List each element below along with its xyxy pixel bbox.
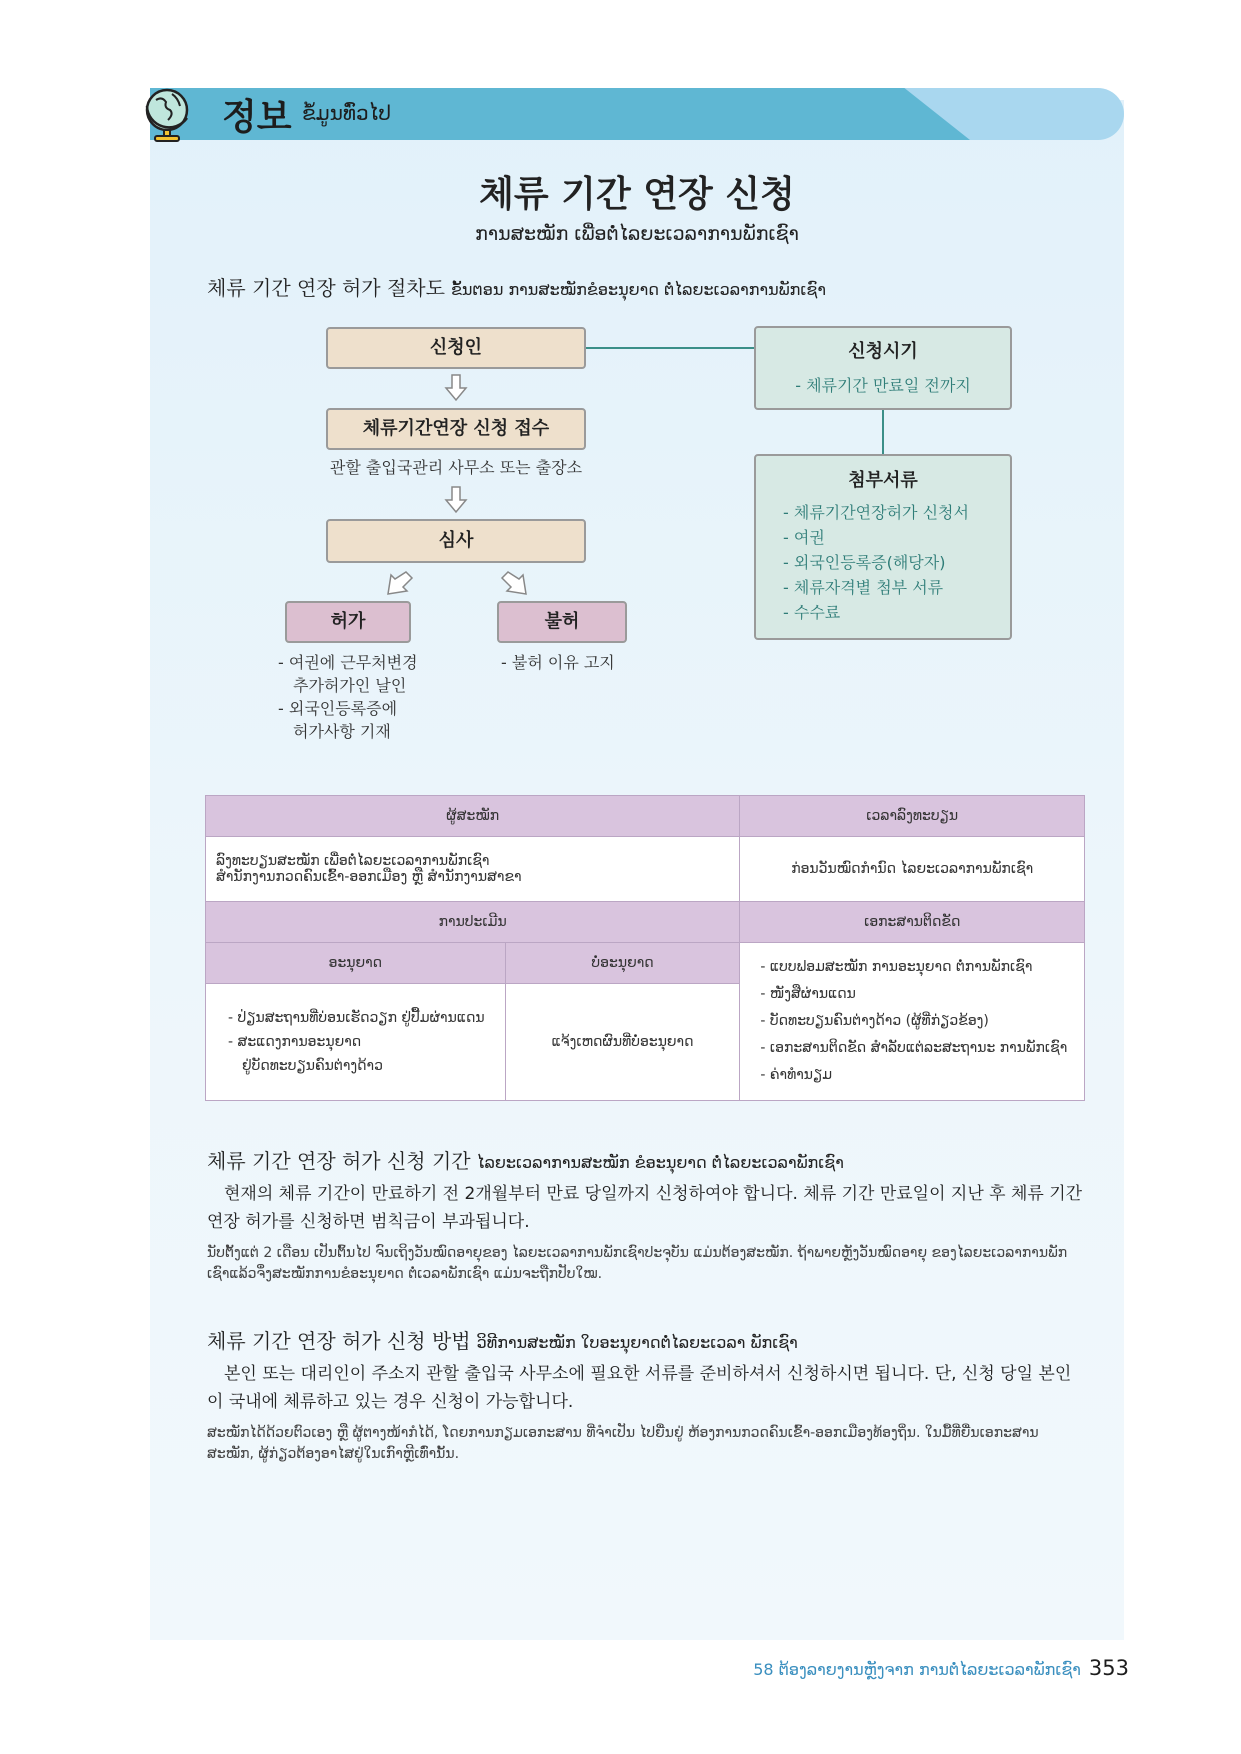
approve-item: ຢູ່ບັດທະບຽນຄົນຕ່າງດ້າວ: [242, 1058, 383, 1074]
permit-note: 추가허가인 날인: [293, 676, 407, 695]
permit-note: 허가사항 기재: [293, 722, 391, 741]
table-header-documents: ເອກະສານຕິດຂັດ: [740, 902, 1085, 943]
arrow-down-icon: [444, 486, 468, 514]
table-header-approve: ອະນຸຍາດ: [206, 943, 506, 984]
procedure-heading-lao: ຂັ້ນຕອນ ການສະໝັກຂໍອະນຸຍາດ ຕໍ່ໄລຍະເວລາການພັກເຊົາ: [450, 280, 826, 299]
table-cell-timing: ກ່ອນວັນໝົດກຳນົດ ໄລຍະເວລາການພັກເຊົາ: [740, 837, 1085, 902]
procedure-heading: [207, 272, 826, 301]
applicant-box: 신청인: [326, 327, 586, 369]
docs-item: - 체류자격별 첨부 서류: [783, 578, 944, 597]
deny-note: - 불허 이유 고지: [501, 653, 615, 672]
docs-item: - 외국인등록증(해당자): [783, 553, 946, 572]
method-heading-ko: 체류 기간 연장 허가 신청 방법: [207, 1329, 471, 1353]
permit-notes: [278, 651, 418, 743]
page-title: 체류 기간 연장 신청: [479, 174, 795, 215]
method-paragraph-lao: ສະໝັກໄດ້ດ້ວຍຕົວເອງ ຫຼື ຜູ້ຕາງໜ້າກໍໄດ້, ໂດຍການກຽມເອກະສານ ທີ່ຈຳເປັນ ໄປຍື່ນຢູ່ ຫ້ອງການກວດຄົນເຂົ້າ-ອອກເມືອງທ້ອງຖິ່ນ. ໃນມື້ທີ່ຍື່ນເອກະສານສະໝັກ, ຜູ້ກ່ຽວຕ້ອງອາໄສຢູ່ໃນເກົາຫຼີເທົ່ານັ້ນ.: [207, 1425, 1039, 1462]
method-paragraph: 본인 또는 대리인이 주소지 관할 출입국 사무소에 필요한 서류를 준비하셔서 신청하시면 됩니다. 단, 신청 당일 본인이 국내에 체류하고 있는 경우 신청이 가능합니다.: [207, 1364, 1072, 1412]
page-footer: [753, 1656, 1129, 1680]
timing-box: [754, 326, 1012, 410]
section-banner: [150, 88, 1124, 140]
timing-note: - 체류기간 만료일 전까지: [795, 376, 971, 395]
banner-title: 정보: [222, 97, 292, 138]
table-cell-approve: [206, 984, 506, 1101]
page-subtitle: ການສະໝັກ ເພື່ອຕໍ່ໄລຍະເວລາການພັກເຊົາ: [475, 223, 799, 245]
method-heading: [207, 1325, 798, 1354]
table-header-reject: ບໍ່ອະນຸຍາດ: [505, 943, 740, 984]
page-number: 353: [1088, 1656, 1129, 1680]
period-paragraph: 현재의 체류 기간이 만료하기 전 2개월부터 만료 당일까지 신청하여야 합니다. 체류 기간 만료일이 지난 후 체류 기간 연장 허가를 신청하면 범칙금이 부과됩니다.: [207, 1184, 1083, 1232]
period-heading: [207, 1145, 844, 1174]
table-cell-reject: ແຈ້ງເຫດຜົນທີ່ບໍ່ອະນຸຍາດ: [505, 984, 740, 1101]
globe-icon: [142, 86, 196, 144]
approve-item: - ປ່ຽນສະຖານທີ່ບ່ອນເຮັດວຽກ ຢູ່ປື້ມຜ່ານແດນ: [228, 1010, 485, 1026]
banner-subtitle: ຂໍ້ມູນທົ່ວໄປ: [302, 101, 391, 125]
table-header-evaluation: ການປະເມີນ: [206, 902, 740, 943]
procedure-heading-ko: 체류 기간 연장 허가 절차도: [207, 276, 445, 300]
review-box: 심사: [326, 519, 586, 563]
doc-item: - ຄ່າທຳນຽມ: [760, 1067, 833, 1083]
footer-text: 58 ຕ້ອງລາຍງານຫຼັງຈາກ ການຕໍ່ໄລຍະເວລາພັກເຊົາ: [753, 1660, 1081, 1679]
arrow-down-right-icon: [500, 570, 530, 596]
table-cell-applicant: [206, 837, 740, 902]
timing-title: 신청시기: [848, 341, 918, 362]
permit-note: - 여권에 근무처변경: [278, 653, 418, 672]
reception-note: 관할 출입국관리 사무소 또는 출장소: [329, 458, 583, 477]
doc-item: - ໜັງສືຜ່ານແດນ: [760, 986, 856, 1002]
docs-item: - 체류기간연장허가 신청서: [783, 503, 969, 522]
connector-line: [882, 410, 884, 454]
permit-note: - 외국인등록증에: [278, 699, 398, 718]
period-paragraph-lao: ນັບຕັ້ງແຕ່ 2 ເດືອນ ເປັນຕົ້ນໄປ ຈົນເຖິງວັນໝົດອາຍຸຂອງ ໄລຍະເວລາການພັກເຊົາປະຈຸບັນ ແມ່ນຕ້ອງສະໝັກ. ຖ້າພາຍຫຼັງວັນໝົດອາຍຸ ຂອງໄລຍະເວລາການພັກເຊົາແລ້ວຈຶ່ງສະໝັກການຂໍອະນຸຍາດ ຕໍ່ເວລາພັກເຊົາ ແມ່ນຈະຖືກປັບໃໝ.: [207, 1245, 1068, 1282]
docs-list: [783, 500, 1010, 625]
approve-item: - ສະແດງການອະນຸຍາດ: [228, 1034, 362, 1050]
applicant-line: ສຳນັກງານກວດຄົນເຂົ້າ-ອອກເມືອງ ຫຼື ສຳນັກງານສາຂາ: [216, 869, 522, 885]
applicant-line: ລົງທະບຽນສະໝັກ ເພື່ອຕໍ່ໄລຍະເວລາການພັກເຊົາ: [216, 853, 490, 869]
period-heading-lao: ໄລຍະເວລາການສະໝັກ ຂໍອະນຸຍາດ ຕໍ່ໄລຍະເວລາພັກເຊົາ: [476, 1153, 844, 1172]
reception-box: 체류기간연장 신청 접수: [326, 408, 586, 450]
table-header-applicant: ຜູ້ສະໝັກ: [206, 796, 740, 837]
arrow-down-icon: [444, 374, 468, 402]
deny-box: 불허: [497, 601, 627, 643]
arrow-down-left-icon: [384, 570, 414, 596]
docs-item: - 수수료: [783, 603, 841, 622]
table-header-timing: ເວລາລົງທະບຽນ: [740, 796, 1085, 837]
doc-item: - ບັດທະບຽນຄົນຕ່າງດ້າວ (ຜູ້ທີ່ກ່ຽວຂ້ອງ): [760, 1013, 989, 1029]
period-heading-ko: 체류 기간 연장 허가 신청 기간: [207, 1149, 471, 1173]
permit-box: 허가: [285, 601, 411, 643]
table-cell-documents: [740, 943, 1085, 1101]
doc-item: - ເອກະສານຕິດຂັດ ສຳລັບແຕ່ລະສະຖານະ ການພັກເຊົາ: [760, 1040, 1068, 1056]
info-table: [205, 795, 1085, 1101]
docs-item: - 여권: [783, 528, 825, 547]
connector-line: [586, 347, 754, 349]
docs-title: 첨부서류: [848, 470, 918, 491]
method-heading-lao: ວິທີການສະໝັກ ໃບອະນຸຍາດຕໍ່ໄລຍະເວລາ ພັກເຊົາ: [476, 1333, 798, 1352]
docs-box: [754, 454, 1012, 640]
doc-item: - ແບບຟອມສະໝັກ ການອະນຸຍາດ ຕໍ່ການພັກເຊົາ: [760, 959, 1033, 975]
